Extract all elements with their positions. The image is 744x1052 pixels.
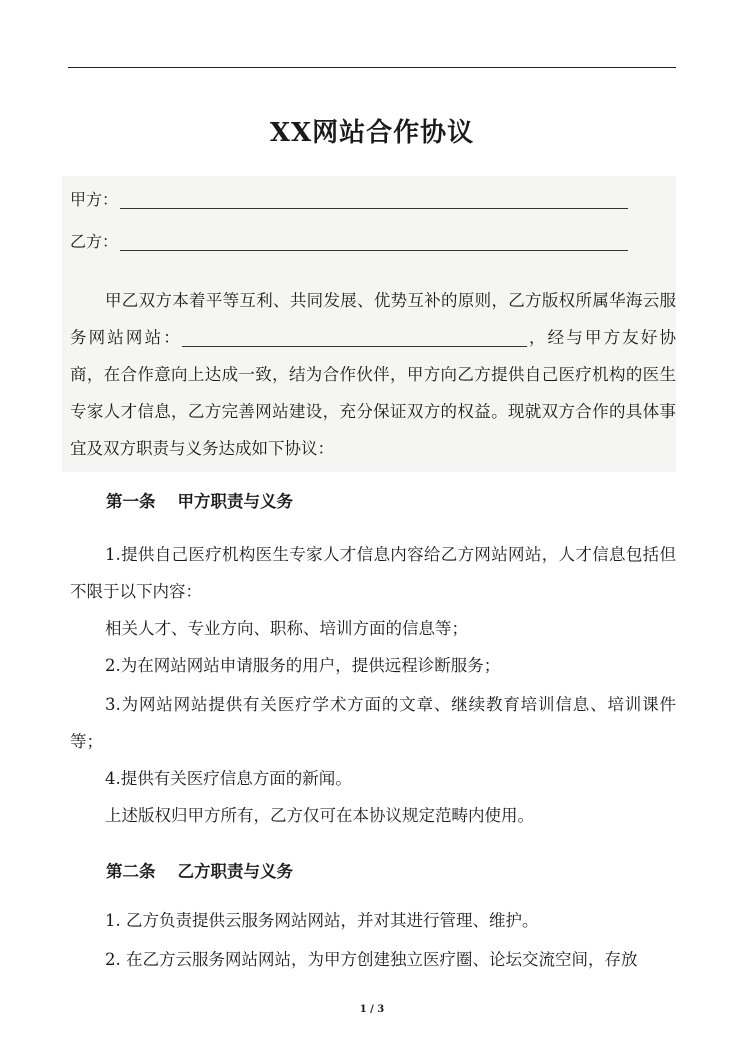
section1-item: 相关人才、专业方向、职称、培训方面的信息等； bbox=[105, 619, 468, 638]
party-a-line bbox=[70, 188, 628, 212]
intro-paragraph bbox=[70, 282, 676, 467]
section1-title: 甲方职责与义务 bbox=[177, 492, 293, 511]
intro-part1: 甲乙双方本着平等互利、共同发展、优势互补的原则，乙方版权所属华海云服务网站网站： bbox=[70, 291, 676, 347]
party-b-label: 乙方： bbox=[70, 232, 119, 251]
section2-heading bbox=[106, 860, 293, 884]
section1-item: 2.为在网站网站申请服务的用户，提供远程诊断服务； bbox=[105, 656, 501, 675]
section2-item: 1. 乙方负责提供云服务网站网站，并对其进行管理、维护。 bbox=[105, 911, 539, 930]
section2-item: 2. 在乙方云服务网站网站，为甲方创建独立医疗圈、论坛交流空间，存放 bbox=[105, 950, 638, 969]
section1-item: 3.为网站网站提供有关医疗学术方面的文章、继续教育培训信息、培训课件等； bbox=[70, 695, 676, 751]
section1-heading bbox=[106, 490, 293, 514]
document-title: XX网站合作协议 bbox=[269, 118, 475, 148]
party-b-line bbox=[70, 230, 628, 254]
section1-number: 第一条 bbox=[106, 492, 156, 511]
section2-number: 第二条 bbox=[106, 862, 156, 881]
website-blank[interactable] bbox=[182, 326, 527, 347]
section1-item: 1.提供自己医疗机构医生专家人才信息内容给乙方网站网站，人才信息包括但不限于以下内容： bbox=[70, 545, 676, 601]
party-a-blank[interactable] bbox=[120, 188, 628, 209]
page-indicator: 1 / 3 bbox=[359, 1004, 385, 1015]
header-rule bbox=[68, 67, 676, 68]
intro-part2: ，经与甲方友好协商，在合作意向上达成一致，结为合作伙伴，甲方向乙方提供自己医疗机构的医生专家人才信息，乙方完善网站建设，充分保证双方的权益。现就双方合作的具体事宜及双方职责与义务达成如下协议： bbox=[70, 328, 677, 458]
section2-title: 乙方职责与义务 bbox=[177, 862, 293, 881]
party-a-label: 甲方： bbox=[70, 190, 119, 209]
section1-item: 4.提供有关医疗信息方面的新闻。 bbox=[105, 769, 352, 788]
party-b-blank[interactable] bbox=[120, 230, 628, 251]
section1-item: 上述版权归甲方所有，乙方仅可在本协议规定范畴内使用。 bbox=[105, 806, 534, 825]
